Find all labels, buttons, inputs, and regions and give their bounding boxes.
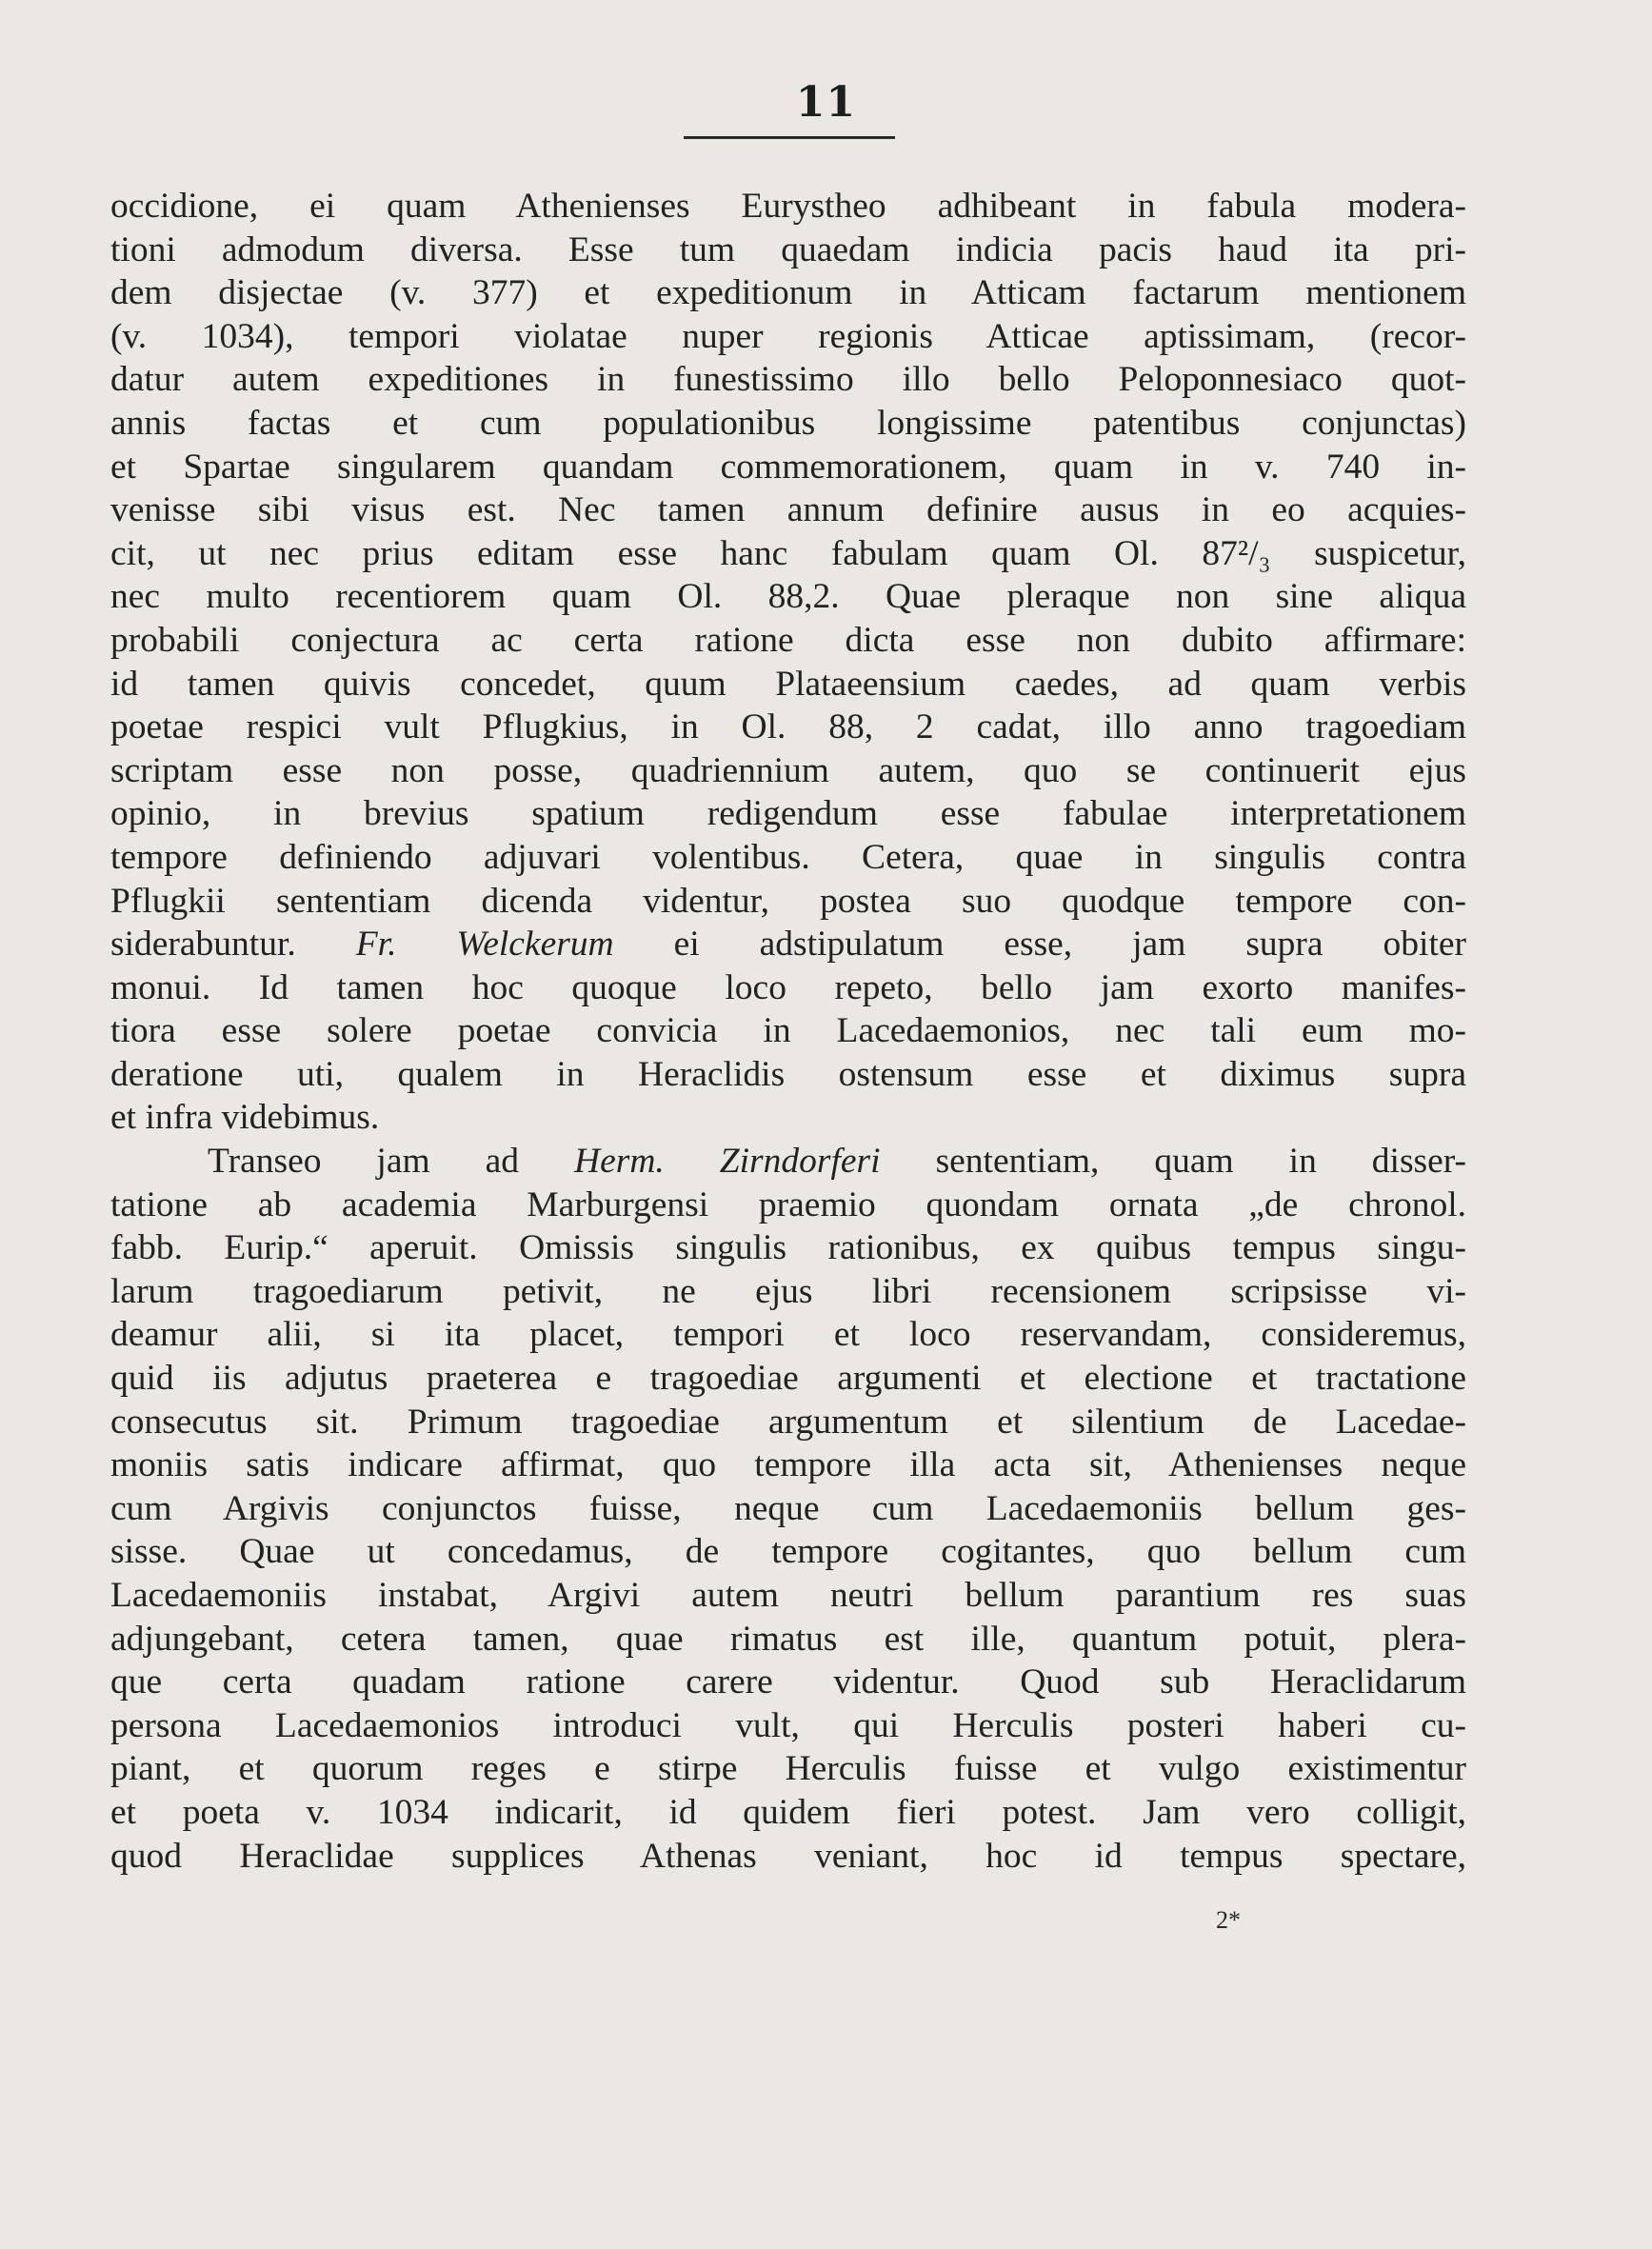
text-line: occidione, ei quam Athenienses Eurystheo adhibeant in fabula modera- xyxy=(110,187,1466,226)
text-line: tatione ab academia Marburgensi praemio quondam ornata „de chronol. xyxy=(110,1184,1466,1224)
text-line: consecutus sit. Primum tragoediae argumentum et silentium de Lacedae- xyxy=(110,1402,1466,1442)
text-line: cum Argivis conjunctos fuisse, neque cum Lacedaemoniis bellum ges- xyxy=(110,1488,1466,1528)
text-segment: siderabuntur. xyxy=(110,925,296,965)
text-line: et infra videbimus. xyxy=(110,1098,380,1138)
text-line: scriptam esse non posse, quadriennium autem, quo se continuerit ejus xyxy=(110,750,1466,790)
text-line: probabili conjectura ac certa ratione dicta esse non dubito affirmare: xyxy=(110,620,1466,660)
text-line: piant, et quorum reges e stirpe Herculis fuisse et vulgo existimentur xyxy=(110,1749,1466,1789)
text-line: dem disjectae (v. 377) et expeditionum in Atticam factarum mentionem xyxy=(110,273,1466,313)
italic-abbrev: Fr. xyxy=(355,925,397,965)
text-line: opinio, in brevius spatium redigendum esse fabulae interpretationem xyxy=(110,794,1466,834)
italic-abbrev: Herm. xyxy=(574,1142,665,1182)
header-rule xyxy=(684,136,895,139)
text-line: poetae respici vult Pflugkius, in Ol. 88, 2 cadat, illo anno tragoediam xyxy=(110,707,1466,747)
text-line: venisse sibi visus est. Nec tamen annum definire ausus in eo acquies- xyxy=(110,490,1466,530)
body-text xyxy=(110,185,1466,1878)
text-line: Lacedaemoniis instabat, Argivi autem neutri bellum parantium res suas xyxy=(110,1576,1466,1615)
italic-name: Zirndorferi xyxy=(719,1142,881,1182)
text-segment: sententiam, quam in disser- xyxy=(935,1142,1467,1182)
text-line: cit, ut nec prius editam esse hanc fabulam quam Ol. 87²/₃ suspicetur, xyxy=(110,533,1466,573)
text-line: adjungebant, cetera tamen, quae rimatus est ille, quantum potuit, plera- xyxy=(110,1619,1466,1659)
text-line: id tamen quivis concedet, quum Plataeensium caedes, ad quam verbis xyxy=(110,664,1466,704)
text-line: tiora esse solere poetae convicia in Lacedaemonios, nec tali eum mo- xyxy=(110,1011,1466,1051)
text-line: deamur alii, si ita placet, tempori et loco reservandam, consideremus, xyxy=(110,1315,1466,1355)
text-line: quod Heraclidae supplices Athenas veniant, hoc id tempus spectare, xyxy=(110,1836,1466,1876)
text-line-mixed xyxy=(110,923,1466,966)
text-line: (v. 1034), tempori violatae nuper regionis Atticae aptissimam, (recor- xyxy=(110,316,1466,356)
text-line: fabb. Eurip.“ aperuit. Omissis singulis rationibus, ex quibus tempus singu- xyxy=(110,1228,1466,1268)
paragraph-2 xyxy=(110,1140,1466,1878)
text-line: tioni admodum diversa. Esse tum quaedam indicia pacis haud ita pri- xyxy=(110,229,1466,269)
text-line: larum tragoediarum petivit, ne ejus libri recensionem scripsisse vi- xyxy=(110,1271,1466,1311)
text-line-mixed xyxy=(110,1140,1466,1184)
text-line: monui. Id tamen hoc quoque loco repeto, bello jam exorto manifes- xyxy=(110,967,1466,1007)
text-line: que certa quadam ratione carere videntur. Quod sub Heraclidarum xyxy=(110,1662,1466,1702)
text-line: datur autem expeditiones in funestissimo illo bello Peloponnesiaco quot- xyxy=(110,360,1466,400)
text-segment: ei adstipulatum esse, jam supra obiter xyxy=(673,925,1466,965)
text-line: et Spartae singularem quandam commemorationem, quam in v. 740 in- xyxy=(110,447,1466,487)
text-line: persona Lacedaemonios introduci vult, qui Herculis posteri haberi cu- xyxy=(110,1705,1466,1745)
text-line: moniis satis indicare affirmat, quo tempore illa acta sit, Athenienses neque xyxy=(110,1445,1466,1485)
text-segment: Transeo jam ad xyxy=(208,1142,520,1182)
text-line: et poeta v. 1034 indicarit, id quidem fieri potest. Jam vero colligit, xyxy=(110,1792,1466,1832)
page-number: 11 xyxy=(795,78,857,127)
text-line: Pflugkii sententiam dicenda videntur, postea suo quodque tempore con- xyxy=(110,881,1466,921)
text-line: annis factas et cum populationibus longissime patentibus conjunctas) xyxy=(110,403,1466,443)
text-line: deratione uti, qualem in Heraclidis ostensum esse et diximus supra xyxy=(110,1054,1466,1094)
text-line: sisse. Quae ut concedamus, de tempore cogitantes, quo bellum cum xyxy=(110,1532,1466,1572)
text-line: nec multo recentiorem quam Ol. 88,2. Quae pleraque non sine aliqua xyxy=(110,577,1466,617)
paragraph-1 xyxy=(110,185,1466,1140)
text-line: tempore definiendo adjuvari volentibus. Cetera, quae in singulis contra xyxy=(110,837,1466,877)
text-line: quid iis adjutus praeterea e tragoediae argumenti et electione et tractatione xyxy=(110,1359,1466,1399)
italic-name: Welckerum xyxy=(456,925,614,965)
signature-mark: 2* xyxy=(1216,1906,1241,1934)
